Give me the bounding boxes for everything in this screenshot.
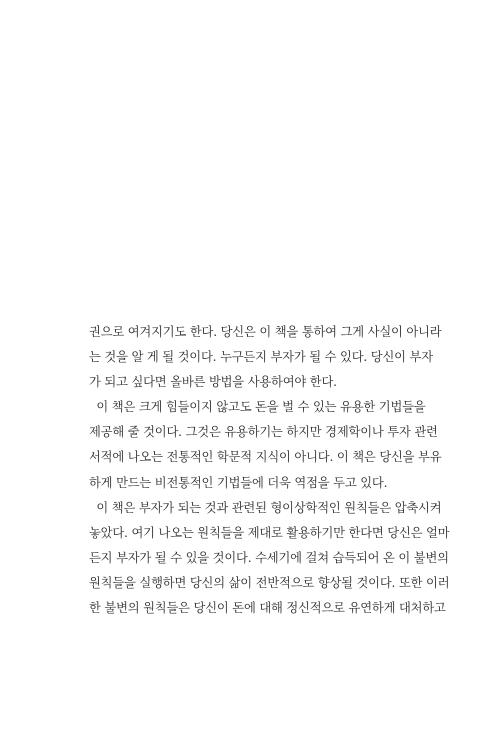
text-line-6: 서적에 나오는 전통적인 학문적 지식이 아니다. 이 책은 당신을 부유 (89, 450, 442, 465)
text-line-4: 이 책은 크게 힘들이지 않고도 돈을 벌 수 있는 유용한 기법들을 (89, 400, 426, 415)
text-line-2: 는 것을 알 게 될 것이다. 누구든지 부자가 될 수 있다. 당신이 부자 (89, 350, 433, 365)
text-line-10: 든지 부자가 될 수 있을 것이다. 수세기에 걸쳐 습득되어 온 이 불변의 (89, 550, 449, 565)
text-line-5: 제공해 줄 것이다. 그것은 유용하기는 하지만 경제학이나 투자 관련 (89, 425, 438, 440)
text-line-12: 한 불변의 원칙들은 당신이 돈에 대해 정신적으로 유연하게 대처하고 (89, 601, 446, 616)
text-line-11: 원칙들을 실행하면 당신의 삶이 전반적으로 향상될 것이다. 또한 이러 (89, 575, 450, 590)
text-line-7: 하게 만드는 비전통적인 기법들에 더욱 역점을 두고 있다. (89, 475, 388, 490)
text-line-1: 권으로 여겨지기도 한다. 당신은 이 책을 통하여 그게 사실이 아니라 (89, 325, 442, 339)
text-line-8: 이 책은 부자가 되는 것과 관련된 형이상학적인 원칙들은 압축시켜 (89, 500, 442, 515)
text-line-9: 놓았다. 여기 나오는 원칙들을 제대로 활용하기만 한다면 당신은 얼마 (89, 525, 450, 540)
body-text (89, 320, 450, 621)
text-line-3: 가 되고 싶다면 올바른 방법을 사용하여야 한다. (89, 375, 337, 390)
